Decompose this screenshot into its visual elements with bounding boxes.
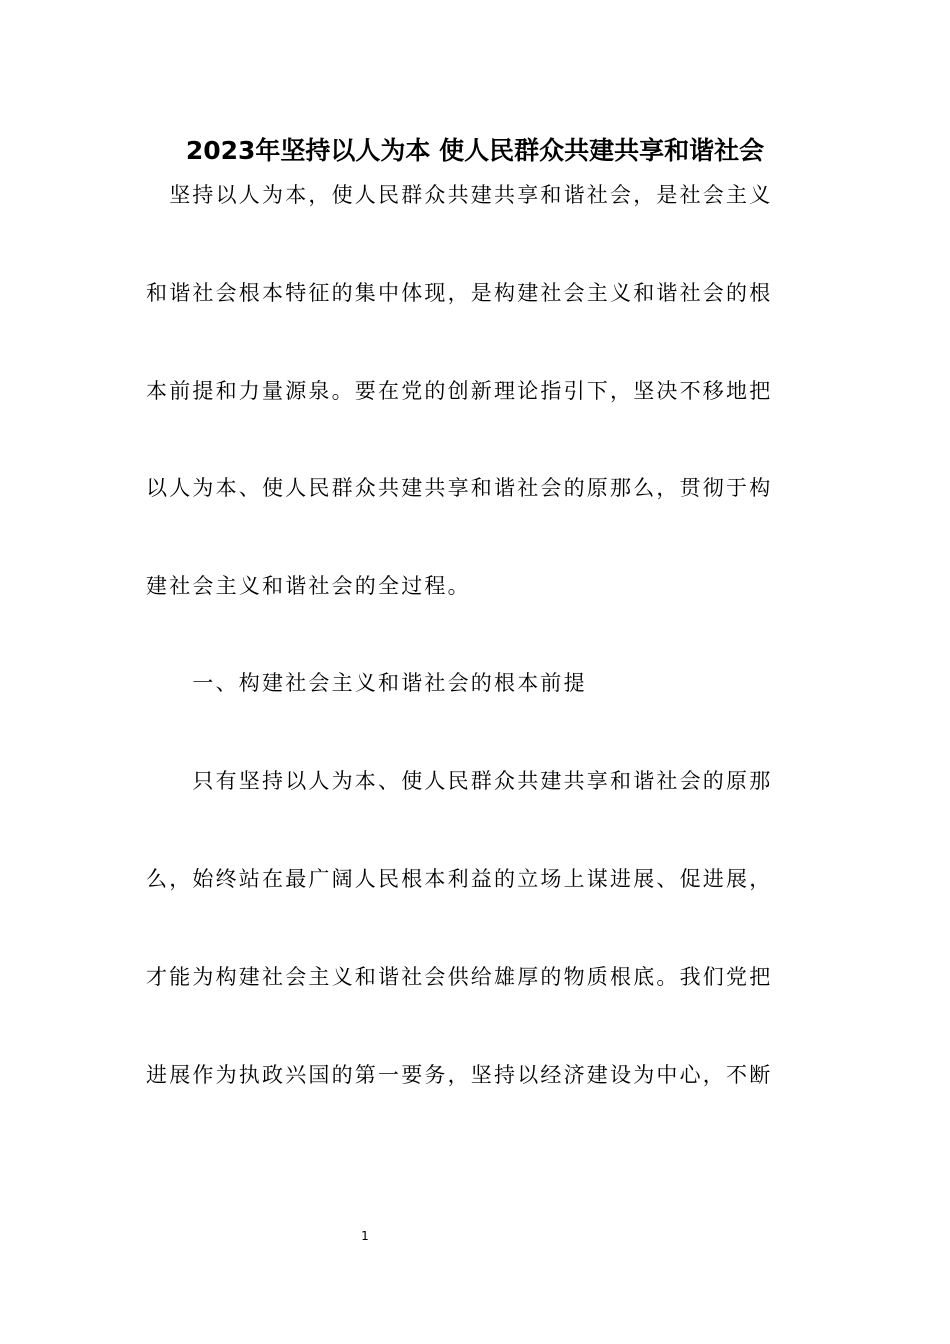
body-line-1: 坚持以人为本，使人民群众共建共享和谐社会，是社会主义 xyxy=(146,183,773,207)
body-line-5: 建社会主义和谐社会的全过程。 xyxy=(146,574,471,598)
body-line-3: 本前提和力量源泉。要在党的创新理论指引下，坚决不移地把 xyxy=(146,379,773,403)
body-line-10: 进展作为执政兴国的第一要务，坚持以经济建设为中心，不断 xyxy=(146,1063,773,1087)
body-line-8: 么，始终站在最广阔人民根本利益的立场上谋进展、促进展， xyxy=(146,867,773,891)
body-line-4: 以人为本、使人民群众共建共享和谐社会的原那么，贯彻于构 xyxy=(146,476,773,500)
section-heading: 一、构建社会主义和谐社会的根本前提 xyxy=(146,671,587,695)
body-line-9: 才能为构建社会主义和谐社会供给雄厚的物质根底。我们党把 xyxy=(146,965,773,989)
body-line-2: 和谐社会根本特征的集中体现，是构建社会主义和谐社会的根 xyxy=(146,281,773,305)
page-number: 1 xyxy=(361,1229,369,1243)
body-line-7: 只有坚持以人为本、使人民群众共建共享和谐社会的原那 xyxy=(146,769,773,793)
document-title: 2023年坚持以人为本 使人民群众共建共享和谐社会 xyxy=(185,136,765,165)
